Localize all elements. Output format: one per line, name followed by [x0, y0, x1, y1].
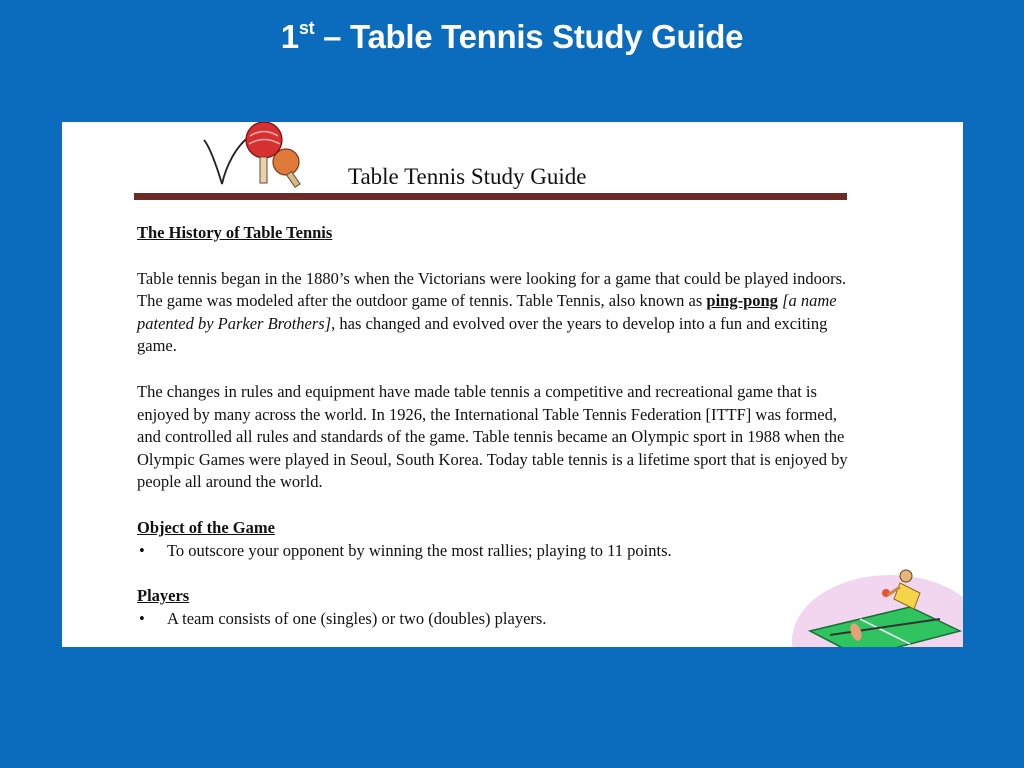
history-heading: The History of Table Tennis [137, 223, 333, 242]
document-image [62, 122, 963, 647]
title-ordinal-suffix: st [298, 18, 315, 38]
title-text: – Table Tennis Study Guide [314, 18, 744, 55]
players-heading: Players [137, 586, 190, 606]
history-p1-text-end: , has changed and evolved over the years to develop into a fun and exciting game. [137, 313, 828, 356]
history-p1-text: Table tennis began in the 1880’s when the Victorians were looking for a game that could be played indoors. The game was modeled after the outdoor game of tennis. Table Tennis, also known as [137, 268, 847, 311]
players-bullet-item [137, 608, 857, 631]
title-number: 1 [280, 18, 299, 55]
history-paragraph-2: The changes in rules and equipment have made table tennis a competitive and recreational game that is enjoyed by many across the world. In 1926, the International Table Tennis Federation [ITTF] was formed, and controlled all rules and standards of the game. Table tennis became an Olympic sport in 1988 when the Olympic Games were played in Seoul, South Korea. Today table tennis is a lifetime sport that is enjoyed by people all around the world. [137, 381, 848, 492]
table-tennis-player-clipart-icon [790, 569, 963, 647]
bullet-marker: • [139, 540, 145, 560]
players-bullet-text: A team consists of one (singles) or two (doubles) players. [167, 608, 547, 628]
bullet-marker: • [139, 608, 145, 628]
parker-brothers-note: [a name patented by Parker Brothers] [137, 291, 837, 333]
header-divider [134, 193, 847, 200]
ping-pong-term: ping-pong [706, 291, 778, 311]
slide-title [0, 18, 1024, 56]
document-body [137, 222, 857, 630]
object-bullet-text: To outscore your opponent by winning the most rallies; playing to 11 points. [167, 540, 672, 560]
object-bullet-item [137, 540, 857, 563]
object-heading: Object of the Game [137, 517, 275, 537]
document-header: Table Tennis Study Guide [348, 164, 587, 189]
history-paragraph-1 [137, 268, 857, 358]
ping-pong-paddles-logo-icon [202, 122, 312, 192]
